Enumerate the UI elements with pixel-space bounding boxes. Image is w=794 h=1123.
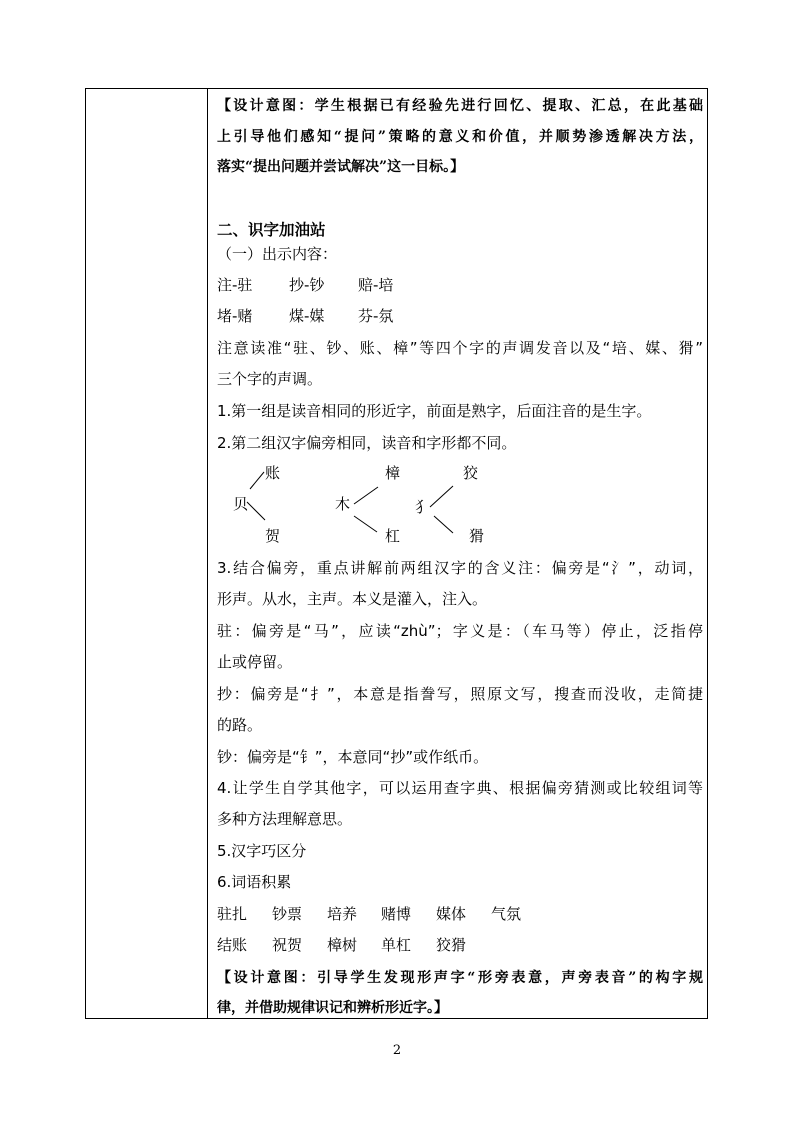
zhu-line-2: 止或停留。: [217, 653, 293, 671]
diagram-line: [434, 516, 453, 533]
diagram-line: [354, 516, 377, 532]
lesson-table: [85, 88, 708, 1019]
diagram-char: 杠: [385, 527, 401, 545]
list-item-3-line-2: 形声。从水，主声。本义是灌入，注入。: [217, 590, 488, 608]
diagram-line: [250, 472, 264, 489]
design-intent-line-3: 落实“提出问题并尝试解决”这一目标。】: [217, 159, 465, 175]
diagram-line: [247, 502, 265, 520]
radical-diagram-lines: [217, 94, 703, 554]
word-item: 培养: [327, 905, 358, 923]
section-title: 二、识字加油站: [217, 221, 326, 239]
word-item: 樟树: [327, 936, 358, 954]
word-item: 驻扎: [217, 905, 248, 923]
word-item: 赌博: [381, 905, 412, 923]
note-line-1: 注意读准“驻、钞、账、樟”等四个字的声调发音以及“培、媒、猾”: [217, 339, 703, 357]
diagram-radical: 贝: [233, 495, 249, 513]
diagram-char: 贺: [265, 527, 281, 545]
list-item-6: 6.词语积累: [217, 873, 292, 891]
char-pair: 注-驻: [217, 276, 253, 294]
list-item-3-line-1: 3.结合偏旁，重点讲解前两组汉字的含义注：偏旁是“氵”，动词，: [217, 559, 703, 577]
design-intent-line-1: 【设计意图：学生根据已有经验先进行回忆、提取、汇总，在此基础: [217, 98, 703, 114]
diagram-radical: 犭: [415, 498, 431, 516]
list-item-5: 5.汉字巧区分: [217, 842, 307, 860]
diagram-line: [354, 487, 378, 504]
list-item-4-line-2: 多种方法理解意思。: [217, 810, 353, 828]
char-pair: 抄-钞: [289, 276, 325, 294]
diagram-char: 猾: [469, 527, 485, 545]
design-intent-line-2: 上引导他们感知“提问”策略的意义和价值，并顺势渗透解决方法，: [217, 129, 703, 145]
diagram-char: 樟: [385, 464, 401, 482]
list-item-4-line-1: 4.让学生自学其他字，可以运用查字典、根据偏旁猜测或比较组词等: [217, 779, 703, 797]
design-intent-2-line-2: 律，并借助规律识记和辨析形近字。】: [217, 1000, 448, 1016]
diagram-char: 狡: [463, 464, 479, 482]
page-number: 2: [392, 1043, 402, 1058]
diagram-radical: 木: [335, 495, 351, 513]
column-divider: [207, 89, 208, 1018]
chao2-line: 钞：偏旁是“钅”，本意同“抄”或作纸币。: [217, 748, 489, 766]
chao-line-1: 抄：偏旁是“扌”，本意是指誊写，照原文写，搜查而没收，走简捷: [217, 685, 703, 703]
diagram-line: [430, 486, 453, 507]
word-item: 气氛: [491, 905, 522, 923]
word-item: 结账: [217, 936, 248, 954]
list-item-2: 2.第二组汉字偏旁相同，读音和字形都不同。: [217, 434, 517, 452]
word-item: 祝贺: [272, 936, 303, 954]
word-item: 单杠: [381, 936, 412, 954]
char-pair: 堵-赌: [217, 307, 253, 325]
word-item: 钞票: [272, 905, 303, 923]
char-pair: 赔-培: [358, 276, 394, 294]
note-line-2: 三个字的声调。: [217, 370, 323, 388]
zhu-line-1: 驻：偏旁是“马”，应读“zhù”；字义是：（车马等）停止，泛指停: [217, 622, 703, 640]
char-pair: 芬-氛: [358, 307, 394, 325]
word-item: 狡猾: [436, 936, 467, 954]
diagram-char: 账: [265, 464, 281, 482]
chao-line-2: 的路。: [217, 716, 263, 734]
char-pair: 煤-媒: [289, 307, 325, 325]
list-item-1: 1.第一组是读音相同的形近字，前面是熟字，后面注音的是生字。: [217, 402, 652, 420]
word-item: 媒体: [436, 905, 467, 923]
design-intent-2-line-1: 【设计意图：引导学生发现形声字“形旁表意，声旁表音”的构字规: [217, 970, 703, 986]
subsection-title: （一）出示内容：: [217, 245, 338, 263]
